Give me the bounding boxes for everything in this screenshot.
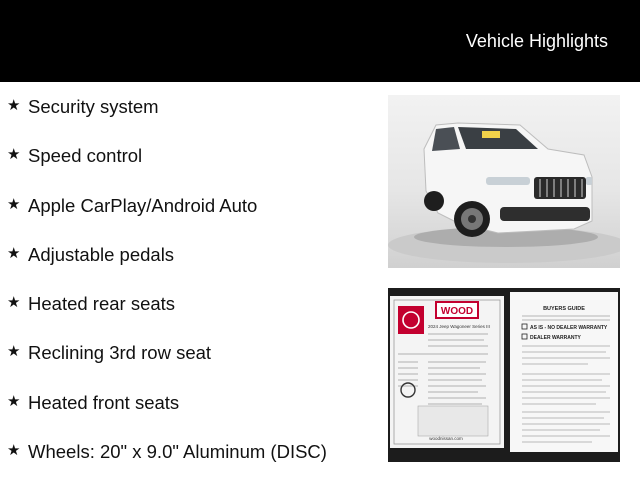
header-bar [0, 0, 640, 82]
sticker-model: 2024 Jeep Wagoneer Series III [428, 324, 490, 329]
feature-label: Adjustable pedals [28, 243, 175, 265]
feature-label: Speed control [28, 145, 143, 167]
vehicle-image [388, 95, 620, 268]
list-item [7, 96, 377, 145]
star-icon: ★ [7, 442, 21, 460]
list-item [7, 244, 377, 293]
page-title: Vehicle Highlights [465, 31, 608, 51]
feature-label: Heated rear seats [28, 293, 176, 315]
sticker-image [388, 288, 620, 462]
star-icon: ★ [7, 343, 21, 361]
feature-label: Security system [28, 96, 159, 117]
list-item [7, 441, 377, 490]
list-item [7, 342, 377, 391]
window-sticker-photo [388, 288, 620, 462]
list-item [7, 195, 377, 244]
dealer-logo: WOOD [440, 306, 474, 317]
list-item [7, 392, 377, 441]
star-icon: ★ [7, 294, 21, 312]
feature-label: Heated front seats [28, 391, 180, 413]
star-icon: ★ [7, 97, 21, 114]
nissan-logo-icon [398, 306, 424, 334]
feature-label: Wheels: 20" x 9.0" Aluminum (DISC) [28, 441, 327, 463]
star-icon: ★ [7, 244, 21, 262]
list-item [7, 293, 377, 342]
feature-list [7, 96, 377, 490]
star-icon: ★ [7, 392, 21, 410]
list-item [7, 145, 377, 194]
star-icon: ★ [7, 146, 21, 164]
dealer-website: woodnissan.com [429, 436, 463, 441]
buyers-guide-title: BUYERS GUIDE [543, 306, 585, 312]
vehicle-photo [388, 95, 620, 268]
as-is-label: AS IS - NO DEALER WARRANTY [530, 325, 608, 331]
feature-label: Apple CarPlay/Android Auto [28, 194, 258, 216]
dealer-warranty-label: DEALER WARRANTY [530, 335, 581, 341]
feature-label: Reclining 3rd row seat [28, 342, 212, 364]
star-icon: ★ [7, 195, 21, 213]
